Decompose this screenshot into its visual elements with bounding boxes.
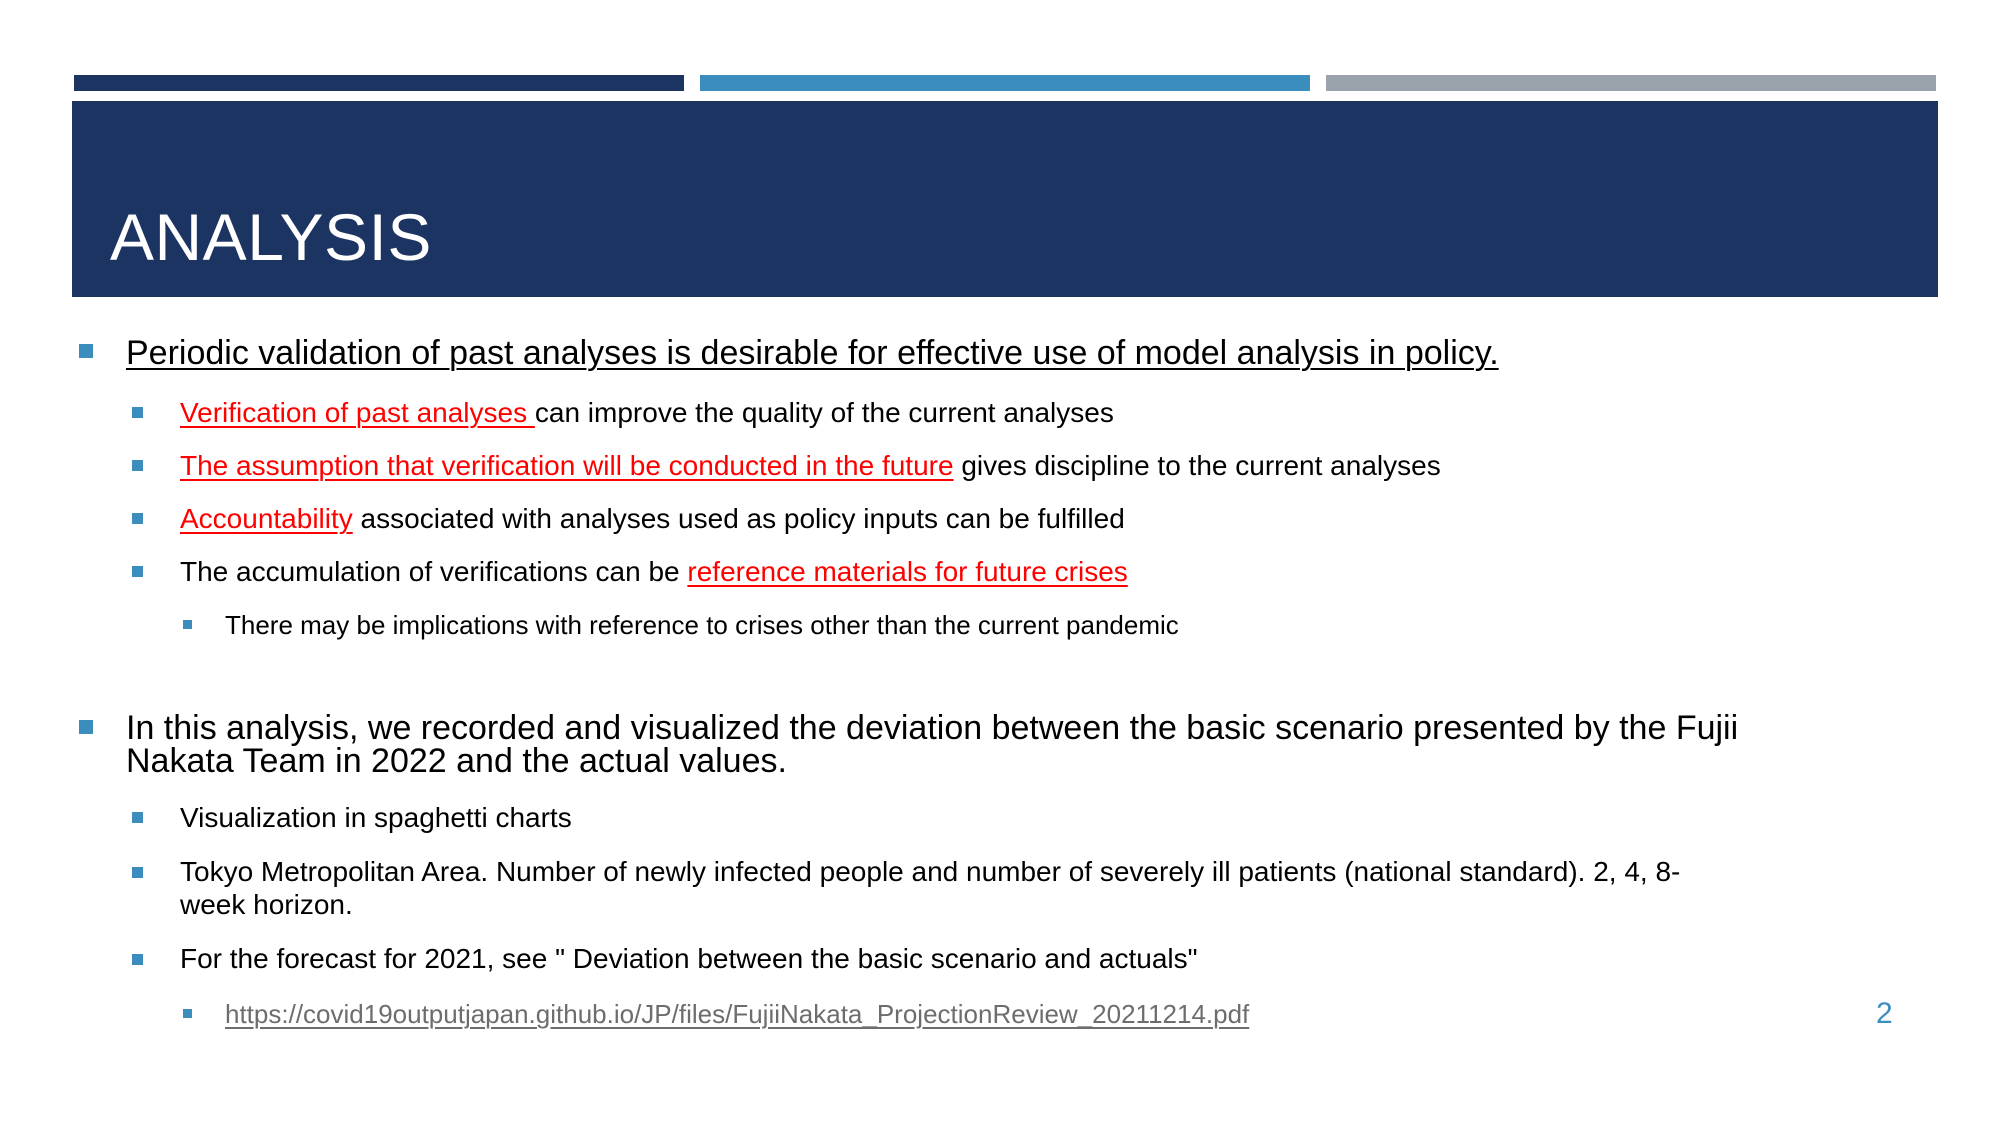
section2-item-3: For the forecast for 2021, see " Deviation between the basic scenario and actuals" (180, 943, 1198, 974)
item-2-text: gives discipline to the current analyses (953, 450, 1441, 481)
section1-sub-item: There may be implications with reference to crises other than the current pandemic (225, 610, 1179, 640)
item-3-highlight: Accountability (180, 503, 353, 534)
slide-title: ANALYSIS (110, 200, 432, 274)
bullet-icon (132, 513, 143, 524)
section2-heading-line1: In this analysis, we recorded and visualized the deviation between the basic scenario presented by the Fujii (126, 709, 1739, 747)
section1-item-1 (180, 397, 1114, 429)
item-2-highlight: The assumption that verification will be conducted in the future (180, 450, 954, 481)
page-number: 2 (1876, 997, 1893, 1030)
section1-item-2 (180, 450, 1441, 482)
bullet-icon (183, 1009, 192, 1018)
section2-heading-line2: Nakata Team in 2022 and the actual values. (126, 742, 787, 780)
section1-heading: Periodic validation of past analyses is desirable for effective use of model analysis in policy. (126, 334, 1499, 372)
bullet-icon (132, 867, 143, 878)
section1-item-3 (180, 503, 1125, 535)
bullet-icon (132, 407, 143, 418)
bullet-icon (183, 620, 192, 629)
item-3-text: associated with analyses used as policy inputs can be fulfilled (352, 503, 1125, 534)
section2-item-1: Visualization in spaghetti charts (180, 802, 572, 833)
bullet-icon (132, 566, 143, 577)
section2-item-2-line1: Tokyo Metropolitan Area. Number of newly infected people and number of severely ill patients (national standard). 2, 4, 8- (180, 856, 1681, 887)
bullet-icon (132, 954, 143, 965)
bullet-icon (79, 720, 93, 734)
bullet-icon (132, 460, 143, 471)
section2-item-2-line2: week horizon. (180, 889, 353, 920)
item-4-highlight: reference materials for future crises (687, 556, 1128, 587)
item-4-text: The accumulation of verifications can be (180, 556, 688, 587)
bullet-icon (79, 344, 93, 358)
bullet-icon (132, 812, 143, 823)
item-1-highlight: Verification of past analyses (180, 397, 535, 428)
item-1-text: can improve the quality of the current analyses (534, 397, 1114, 428)
projection-review-link[interactable]: https://covid19outputjapan.github.io/JP/files/FujiiNakata_ProjectionReview_20211214.pdf (225, 999, 1250, 1029)
section1-item-4 (180, 556, 1128, 588)
